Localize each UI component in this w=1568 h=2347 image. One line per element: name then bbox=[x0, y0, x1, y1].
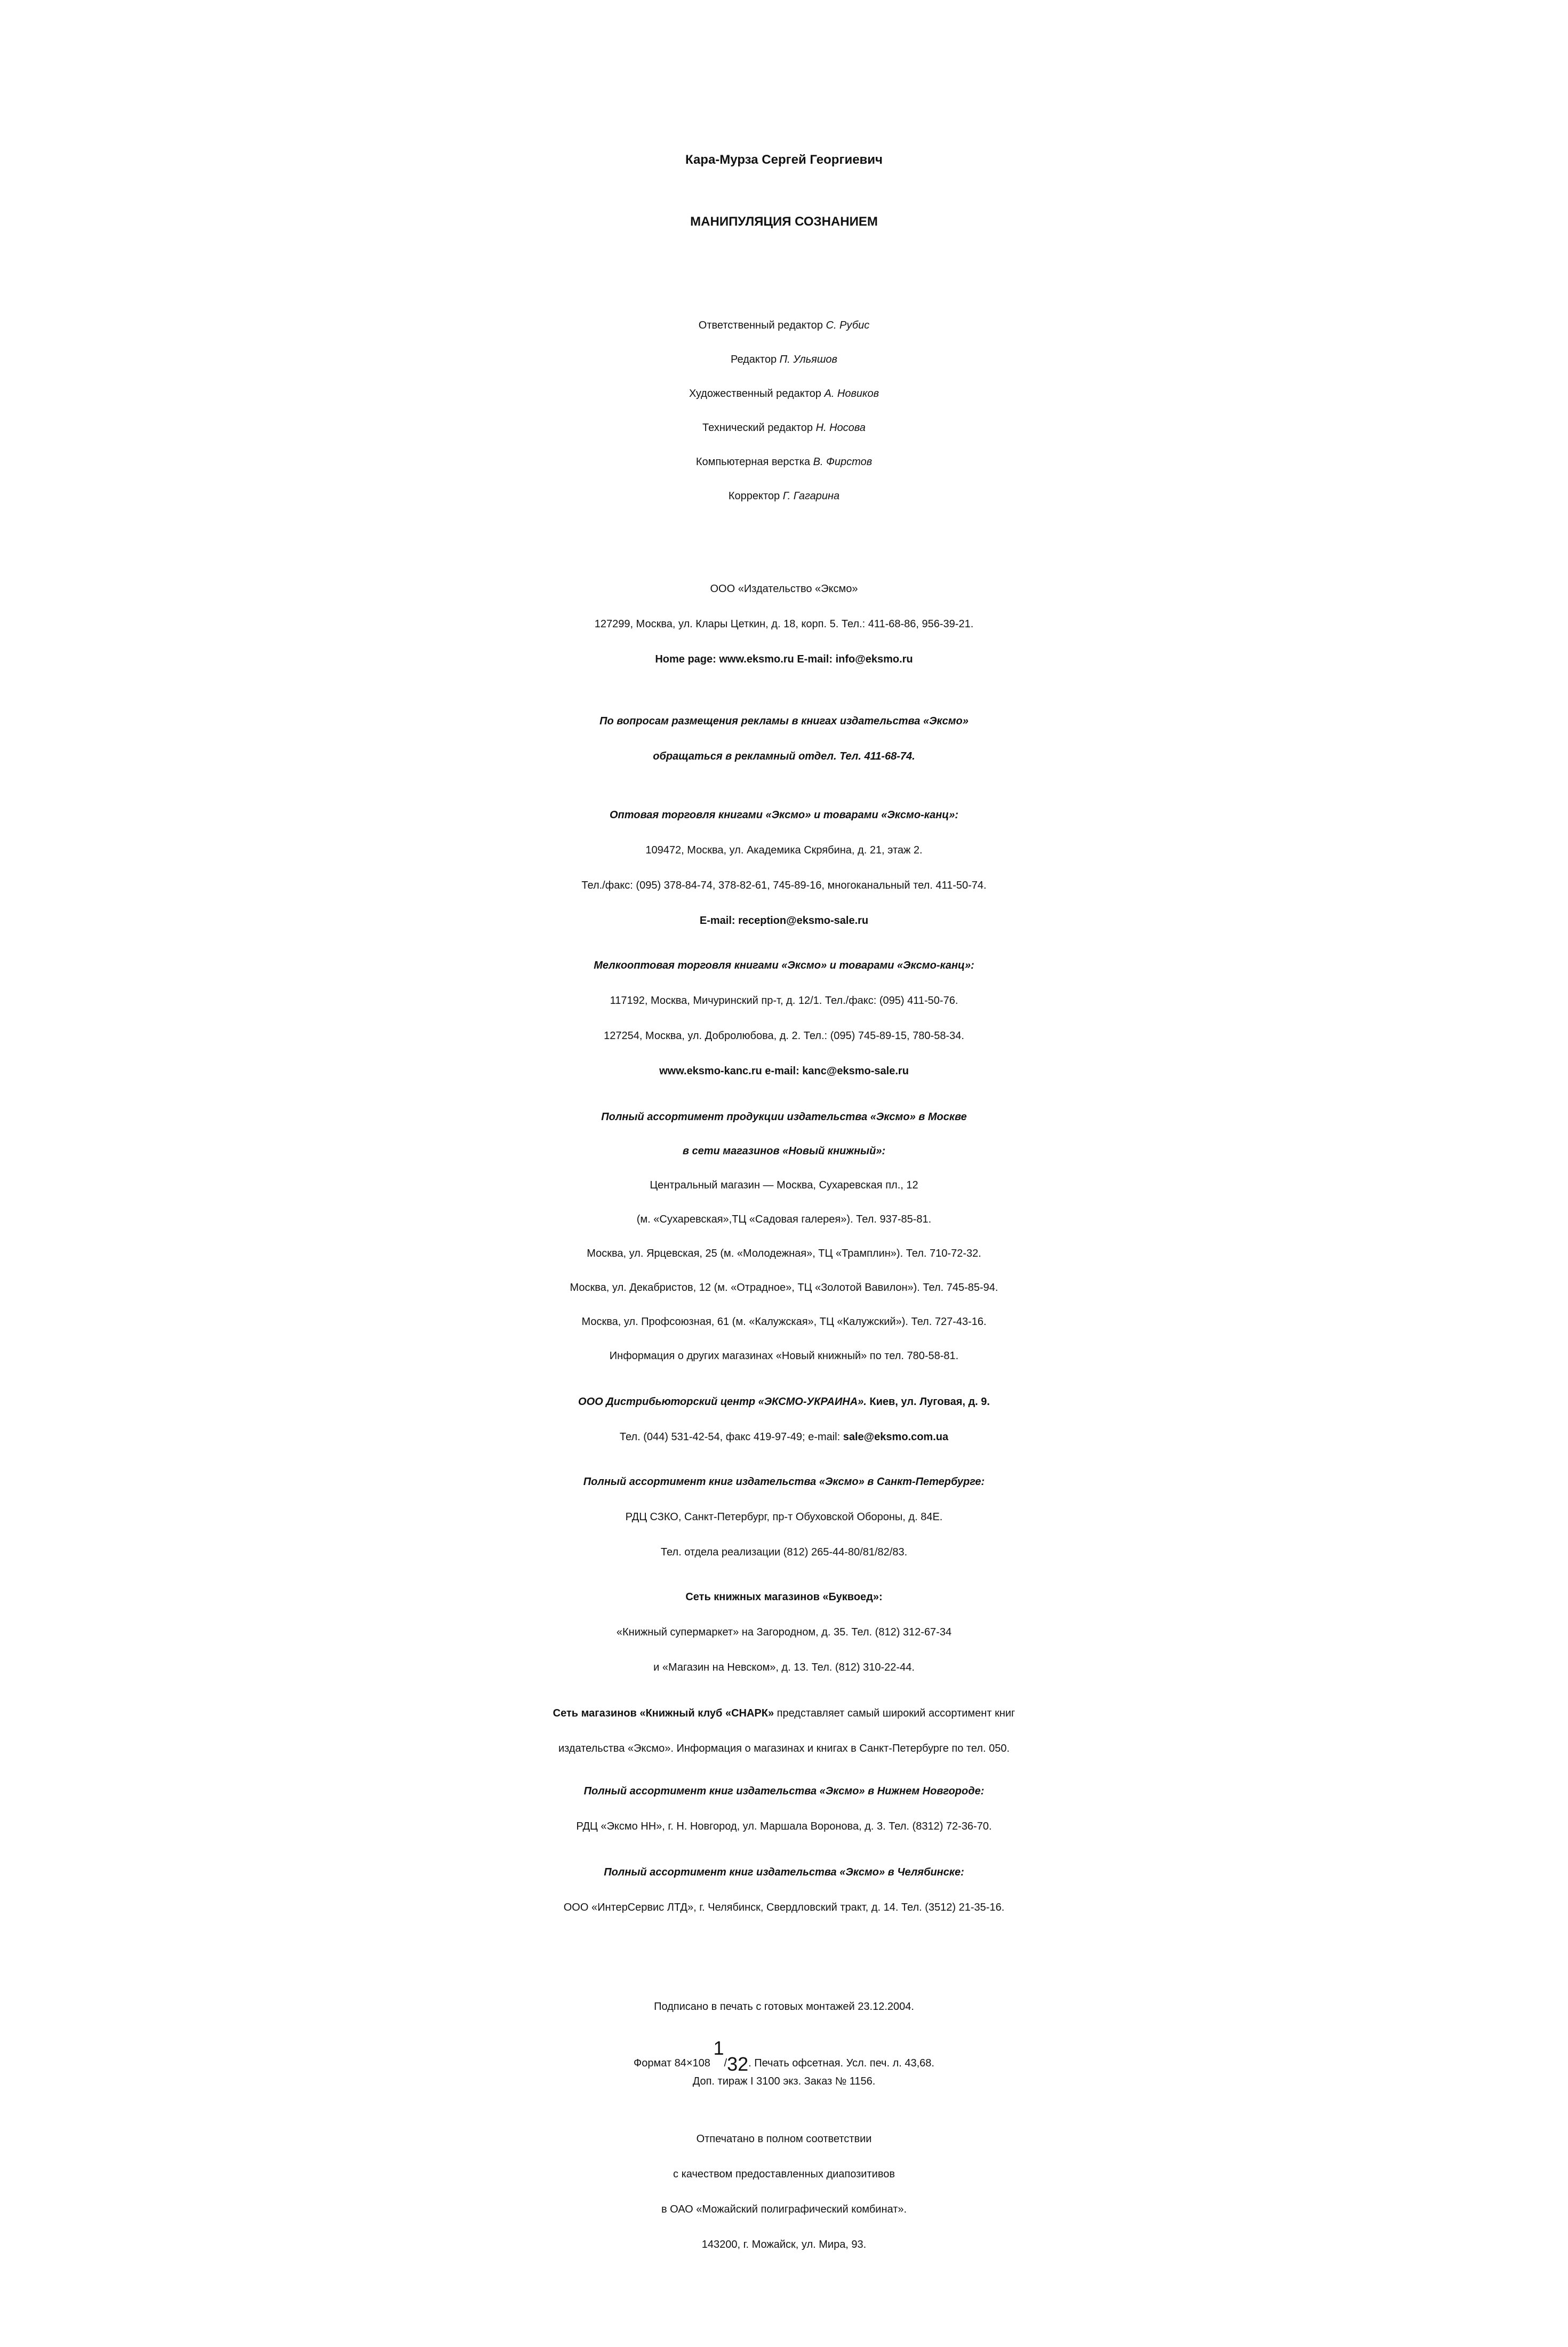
imprint-format: Формат 84×108 $^1/_{32}$. Печать офсетная. Усл. печ. л. 43,68. bbox=[634, 2037, 934, 2075]
credit-line: Редактор П. Ульяшов bbox=[730, 354, 837, 365]
printer-line: в ОАО «Можайский полиграфический комбинат». bbox=[661, 2204, 907, 2215]
imprint-signed: Подписано в печать с готовых монтажей 23.12.2004. bbox=[654, 2001, 914, 2013]
snark-line: издательства «Эксмо». Информация о магазинах и книгах в Санкт-Петербурге по тел. 050. bbox=[558, 1743, 1010, 1754]
ads-heading: По вопросам размещения рекламы в книгах издательства «Эксмо» bbox=[599, 715, 969, 727]
small-wholesale-web: www.eksmo-kanc.ru e-mail: kanc@eksmo-sale.ru bbox=[659, 1065, 909, 1077]
credit-line: Технический редактор Н. Носова bbox=[702, 422, 866, 434]
printer-address: 143200, г. Можайск, ул. Мира, 93. bbox=[701, 2239, 867, 2250]
chelyabinsk-line: ООО «ИнтерСервис ЛТД», г. Челябинск, Свердловский тракт, д. 14. Тел. (3512) 21-35-16. bbox=[563, 1902, 1005, 1913]
nnovgorod-heading: Полный ассортимент книг издательства «Эксмо» в Нижнем Новгороде: bbox=[583, 1785, 985, 1797]
moscow-store-line: Центральный магазин — Москва, Сухаревская пл., 12 bbox=[650, 1179, 918, 1191]
chelyabinsk-heading: Полный ассортимент книг издательства «Эксмо» в Челябинске: bbox=[604, 1866, 964, 1878]
moscow-heading: Полный ассортимент продукции издательства «Эксмо» в Москве bbox=[601, 1111, 967, 1123]
spb-line: РДЦ СЗКО, Санкт-Петербург, пр-т Обуховской Обороны, д. 84Е. bbox=[625, 1511, 943, 1523]
ukraine-phone: Тел. (044) 531-42-54, факс 419-97-49; e-mail: sale@eksmo.com.ua bbox=[619, 1431, 949, 1443]
credit-line: Художественный редактор А. Новиков bbox=[689, 388, 879, 400]
wholesale-heading: Оптовая торговля книгами «Эксмо» и товарами «Эксмо-канц»: bbox=[609, 809, 959, 821]
moscow-store-line: Москва, ул. Ярцевская, 25 (м. «Молодежная», ТЦ «Трамплин»). Тел. 710-72-32. bbox=[587, 1248, 981, 1259]
wholesale-email: E-mail: reception@eksmo-sale.ru bbox=[699, 915, 869, 927]
printer-line: Отпечатано в полном соответствии bbox=[696, 2133, 872, 2145]
credit-line: Компьютерная верстка В. Фирстов bbox=[695, 456, 873, 468]
nnovgorod-line: РДЦ «Эксмо НН», г. Н. Новгород, ул. Маршала Воронова, д. 3. Тел. (8312) 72-36-70. bbox=[576, 1821, 992, 1832]
moscow-store-line: Москва, ул. Декабристов, 12 (м. «Отрадное», ТЦ «Золотой Вавилон»). Тел. 745-85-94. bbox=[570, 1282, 998, 1294]
moscow-store-line: Москва, ул. Профсоюзная, 61 (м. «Калужская», ТЦ «Калужский»). Тел. 727-43-16. bbox=[581, 1316, 987, 1328]
publisher-address: 127299, Москва, ул. Клары Цеткин, д. 18, корп. 5. Тел.: 411-68-86, 956-39-21. bbox=[594, 618, 974, 630]
wholesale-phone: Тел./факс: (095) 378-84-74, 378-82-61, 745-89-16, многоканальный тел. 411-50-74. bbox=[581, 880, 987, 891]
bukvoed-line: и «Магазин на Невском», д. 13. Тел. (812) 310-22-44. bbox=[653, 1662, 915, 1673]
imprint-run: Доп. тираж I 3100 экз. Заказ № 1156. bbox=[692, 2075, 876, 2087]
small-wholesale-heading: Мелкооптовая торговля книгами «Эксмо» и товарами «Эксмо-канц»: bbox=[594, 960, 974, 971]
bukvoed-line: «Книжный супермаркет» на Загородном, д. 35. Тел. (812) 312-67-34 bbox=[616, 1626, 952, 1638]
ukraine-line: ООО Дистрибьюторский центр «ЭКСМО-УКРАИНА». Киев, ул. Луговая, д. 9. bbox=[578, 1396, 990, 1408]
publisher-web: Home page: www.eksmo.ru E-mail: info@eksmo.ru bbox=[655, 653, 913, 665]
moscow-store-line: (м. «Сухаревская»,ТЦ «Садовая галерея»). Тел. 937-85-81. bbox=[636, 1214, 932, 1225]
printer-line: с качеством предоставленных диапозитивов bbox=[673, 2168, 895, 2180]
spb-line: Тел. отдела реализации (812) 265-44-80/81/82/83. bbox=[660, 1546, 908, 1558]
wholesale-address: 109472, Москва, ул. Академика Скрябина, д. 21, этаж 2. bbox=[645, 844, 923, 856]
bukvoed-heading: Сеть книжных магазинов «Буквоед»: bbox=[685, 1591, 883, 1603]
credit-line: Ответственный редактор С. Рубис bbox=[698, 320, 870, 331]
ads-heading: обращаться в рекламный отдел. Тел. 411-68-74. bbox=[653, 751, 915, 762]
publisher-name: ООО «Издательство «Эксмо» bbox=[710, 583, 858, 595]
credit-line: Корректор Г. Гагарина bbox=[728, 490, 840, 502]
snark-line: Сеть магазинов «Книжный клуб «СНАРК» представляет самый широкий ассортимент книг bbox=[553, 1707, 1015, 1719]
small-wholesale-line: 127254, Москва, ул. Добролюбова, д. 2. Тел.: (095) 745-89-15, 780-58-34. bbox=[604, 1030, 964, 1042]
book-title: МАНИПУЛЯЦИЯ СОЗНАНИЕМ bbox=[690, 214, 878, 229]
moscow-store-line: Информация о других магазинах «Новый книжный» по тел. 780-58-81. bbox=[609, 1350, 959, 1362]
spb-heading: Полный ассортимент книг издательства «Эксмо» в Санкт-Петербурге: bbox=[583, 1476, 985, 1488]
moscow-heading: в сети магазинов «Новый книжный»: bbox=[682, 1145, 886, 1157]
author-name: Кара-Мурза Сергей Георгиевич bbox=[685, 153, 883, 167]
small-wholesale-line: 117192, Москва, Мичуринский пр-т, д. 12/1. Тел./факс: (095) 411-50-76. bbox=[610, 995, 958, 1007]
